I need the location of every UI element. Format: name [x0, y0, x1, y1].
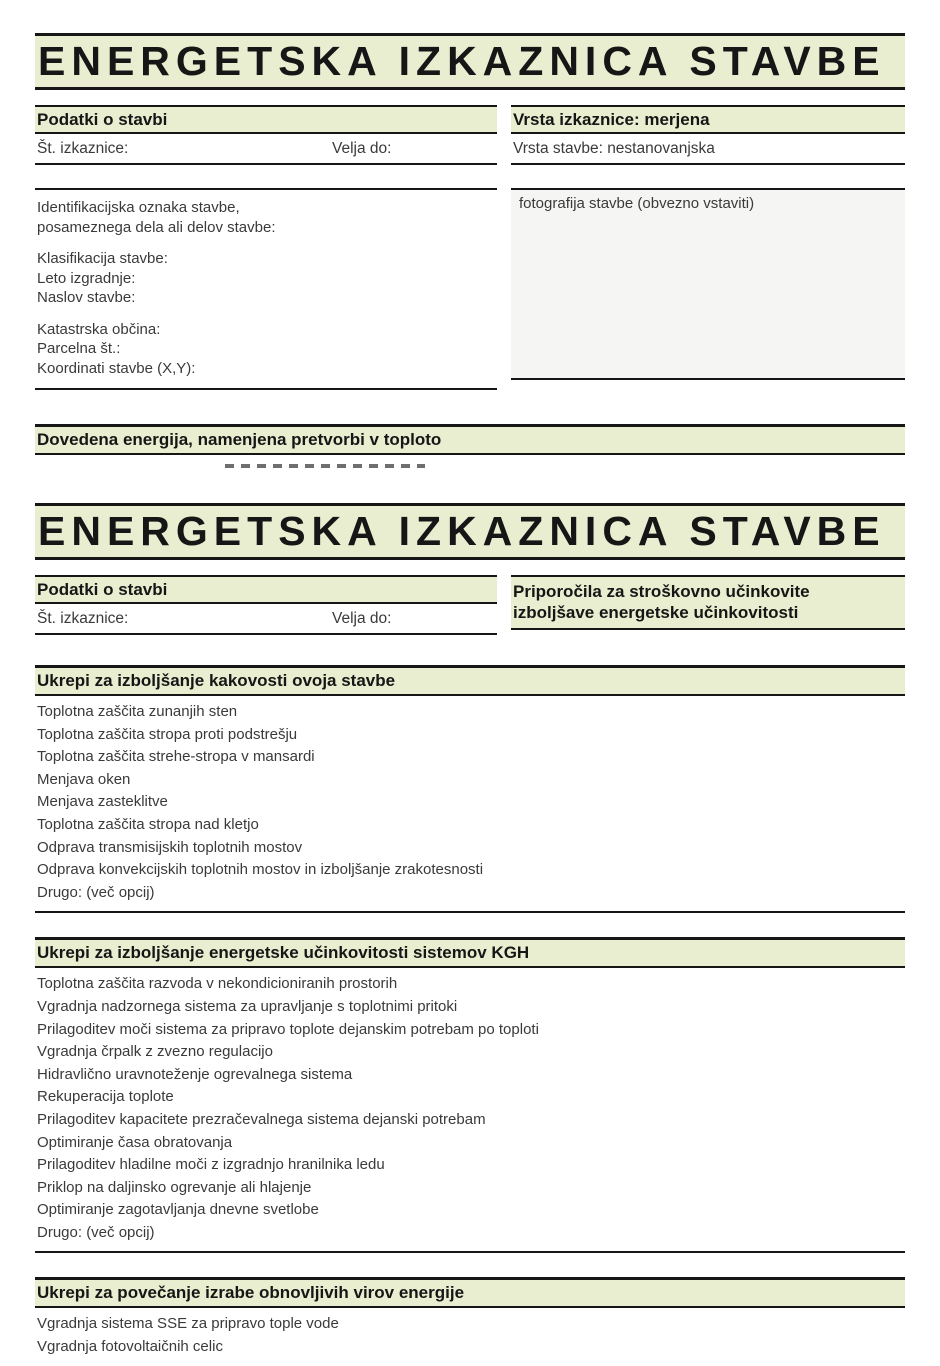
building-type-row	[511, 134, 905, 165]
ident-line: Koordinati stavbe (X,Y):	[37, 359, 196, 377]
measure-item: Toplotna zaščita razvoda v nekondicioniranih prostorih	[37, 975, 398, 993]
ident-line: Parcelna št.:	[37, 340, 121, 357]
measure-item: Vgradnja črpalk z zvezno regulacijo	[37, 1043, 273, 1061]
section-envelope-header: Ukrepi za izboljšanje kakovosti ovoja stavbe	[35, 665, 905, 696]
measure-item: Toplotna zaščita stropa proti podstrešju	[37, 725, 298, 743]
measure-item: Drugo: (več opcij)	[37, 883, 155, 901]
measure-item: Prilagoditev moči sistema za pripravo toplote dejanskim potrebam po toploti	[37, 1020, 539, 1038]
measure-item: Optimiranje zagotavljanja dnevne svetlobe	[37, 1201, 319, 1219]
measure-item: Vgradnja fotovoltaičnih celic	[37, 1338, 223, 1356]
clipped-text-fragment	[225, 464, 425, 468]
section-kgh	[35, 937, 905, 1253]
cert-type-header: Vrsta izkaznice: merjena	[511, 105, 905, 134]
cert-number-label: Št. izkaznice:	[37, 140, 129, 157]
ident-line: Katastrska občina:	[37, 320, 161, 338]
building-data-box	[35, 105, 497, 165]
ident-group-2	[37, 249, 495, 308]
page2-title-band	[35, 503, 905, 560]
building-type-label: Vrsta stavbe: nestanovanjska	[513, 140, 715, 157]
section-envelope	[35, 665, 905, 913]
building-data-header: Podatki o stavbi	[35, 105, 497, 134]
identification-block	[35, 188, 497, 390]
building-data-box-2	[35, 575, 497, 635]
building-data-header-2: Podatki o stavbi	[35, 575, 497, 604]
measure-item: Toplotna zaščita strehe-stropa v mansardi	[37, 748, 315, 766]
measure-item: Odprava konvekcijskih toplotnih mostov in izboljšanje zrakotesnosti	[37, 861, 484, 879]
measure-item: Odprava transmisijskih toplotnih mostov	[37, 838, 303, 856]
photo-placeholder-label: fotografija stavbe (obvezno vstaviti)	[519, 195, 755, 212]
page1-ident-row	[35, 188, 905, 390]
recommendations-line-2: izboljšave energetske učinkovitosti	[513, 603, 799, 622]
measure-item: Toplotna zaščita zunanjih sten	[37, 703, 238, 720]
section-kgh-header: Ukrepi za izboljšanje energetske učinkovitosti sistemov KGH	[35, 937, 905, 968]
energy-section-header	[35, 424, 905, 455]
cert-number-row	[35, 134, 497, 165]
measure-item: Menjava zasteklitve	[37, 793, 168, 811]
ident-line: Naslov stavbe:	[37, 289, 136, 306]
page1-title: ENERGETSKA IZKAZNICA STAVBE	[38, 38, 886, 84]
recommendations-header	[511, 575, 905, 630]
measure-item: Optimiranje časa obratovanja	[37, 1133, 233, 1151]
ident-group-1	[37, 198, 495, 237]
cert-type-box	[511, 105, 905, 165]
ident-line: Klasifikacija stavbe:	[37, 250, 168, 267]
recommendations-line-1: Priporočila za stroškovno učinkovite	[513, 582, 810, 601]
page1-header-row	[35, 105, 905, 165]
measure-item: Menjava oken	[37, 770, 131, 788]
section-renewables-header: Ukrepi za povečanje izrabe obnovljivih virov energije	[35, 1277, 905, 1308]
measure-item: Prilagoditev kapacitete prezračevalnega sistema dejanski potrebam	[37, 1110, 486, 1128]
ident-group-3	[37, 320, 495, 379]
section-renewables-list	[35, 1308, 905, 1365]
section-kgh-list	[35, 968, 905, 1253]
page1-title-band	[35, 33, 905, 90]
measure-item: Priklop na daljinsko ogrevanje ali hlajenje	[37, 1178, 312, 1196]
measure-item: Hidravlično uravnoteženje ogrevalnega sistema	[37, 1065, 353, 1083]
page2-title: ENERGETSKA IZKAZNICA STAVBE	[38, 508, 886, 554]
recommendations-box	[511, 575, 905, 630]
cert-number-label-2: Št. izkaznice:	[37, 610, 129, 627]
cert-number-row-2	[35, 604, 497, 635]
photo-placeholder-box	[511, 188, 905, 380]
ident-line: posameznega dela ali delov stavbe:	[37, 218, 276, 236]
measure-item: Toplotna zaščita stropa nad kletjo	[37, 815, 259, 833]
section-renewables	[35, 1277, 905, 1365]
ident-line: Leto izgradnje:	[37, 269, 136, 287]
measure-item: Prilagoditev hladilne moči z izgradnjo hranilnika ledu	[37, 1156, 385, 1174]
measure-item: Drugo: (več opcij)	[37, 1223, 155, 1241]
valid-until-label: Velja do:	[332, 140, 392, 157]
section-envelope-list	[35, 696, 905, 913]
measure-item: Vgradnja sistema SSE za pripravo tople vode	[37, 1315, 339, 1333]
measure-item: Rekuperacija toplote	[37, 1088, 174, 1106]
ident-line: Identifikacijska oznaka stavbe,	[37, 199, 240, 216]
energy-section-title: Dovedena energija, namenjena pretvorbi v toploto	[37, 430, 442, 449]
measure-item: Vgradnja nadzornega sistema za upravljanje s toplotnimi pritoki	[37, 997, 458, 1015]
page2-header-row	[35, 575, 905, 635]
valid-until-label-2: Velja do:	[332, 610, 392, 627]
